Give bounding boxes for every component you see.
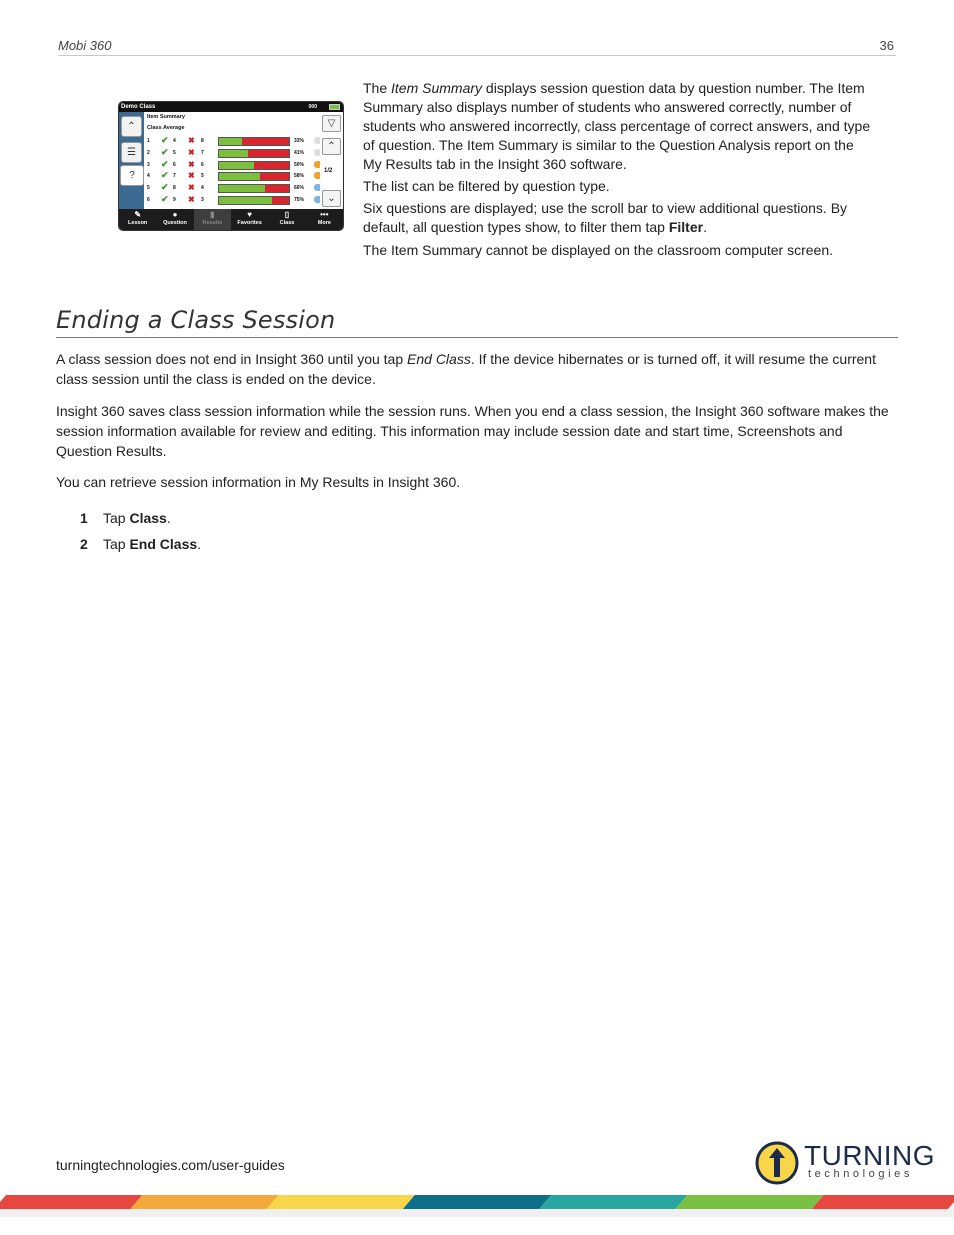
checkmark-icon: ✔ — [161, 146, 169, 157]
x-mark-icon: ✖ — [188, 195, 195, 204]
question-number: 4 — [147, 173, 150, 180]
checkmark-icon: ✔ — [161, 170, 169, 181]
correct-percentage-bar — [218, 149, 290, 158]
question-number: 5 — [147, 185, 150, 192]
page-number: 36 — [879, 38, 894, 53]
checkmark-icon: ✔ — [161, 182, 169, 193]
tab-label: More — [317, 220, 331, 226]
question-row[interactable] — [146, 171, 322, 182]
percent-value: 41% — [294, 149, 305, 156]
item-summary-label: Item Summary — [147, 114, 185, 120]
incorrect-count: 4 — [201, 185, 204, 192]
question-row[interactable] — [146, 136, 322, 147]
class-icon: ▯ — [284, 210, 290, 219]
results-icon: ▮ — [210, 210, 215, 219]
correct-fill — [219, 138, 242, 145]
checkmark-icon: ✔ — [161, 158, 169, 169]
correct-fill — [219, 197, 272, 204]
question-list-icon[interactable]: ? — [120, 165, 144, 186]
lesson-icon: ✎ — [134, 210, 142, 219]
scroll-down-icon[interactable]: ⌄ — [322, 190, 341, 207]
logo-subtitle: technologies — [808, 1168, 913, 1180]
more-icon: ••• — [320, 210, 329, 219]
battery-icon — [329, 104, 340, 110]
correct-percentage-bar — [218, 184, 290, 193]
stripe-segment — [539, 1195, 687, 1209]
question-number: 1 — [147, 138, 150, 144]
section-paragraph-1: A class session does not end in Insight 360 until you tap End Class. If the device hibernates or is turned off, it will resume the current class session until the class is ended on the device. — [56, 351, 876, 387]
question-row[interactable] — [146, 183, 322, 194]
correct-fill — [219, 162, 254, 169]
tab-label: Lesson — [128, 220, 148, 226]
incorrect-count: 8 — [201, 138, 204, 144]
status-readout: 000 — [308, 104, 317, 110]
turning-logo-icon — [755, 1140, 801, 1186]
turning-technologies-logo — [755, 1140, 935, 1186]
correct-fill — [219, 150, 248, 157]
section-paragraph-2: Insight 360 saves class session information while the session runs. When you end a class session, the Insight 360 software makes the session information available for review and editing. This information may include session date and start time, Screenshots and Question Results. — [56, 403, 889, 459]
device-scroll-controls — [320, 112, 343, 209]
device-status-bar — [119, 102, 343, 112]
footer-color-stripe — [0, 1195, 954, 1209]
device-tab-bar — [119, 209, 343, 230]
percent-value: 50% — [294, 161, 305, 168]
class-name: Demo Class — [121, 104, 156, 110]
tab-label: Question — [163, 220, 187, 226]
tab-class[interactable] — [268, 209, 305, 230]
device-sidebar — [119, 112, 144, 209]
question-row[interactable] — [146, 160, 322, 171]
correct-count: 8 — [173, 185, 176, 192]
incorrect-count: 7 — [201, 149, 204, 156]
x-mark-icon: ✖ — [188, 183, 195, 193]
correct-count: 4 — [173, 138, 176, 144]
description-paragraph-3: Six questions are displayed; use the scroll bar to view additional questions. By default, all question types show, to filter them tap Filter. — [363, 200, 848, 235]
checkmark-icon: ✔ — [161, 135, 169, 145]
page-indicator: 1/2 — [324, 168, 333, 174]
stripe-segment — [812, 1195, 954, 1209]
incorrect-count: 5 — [201, 173, 204, 180]
tab-question[interactable] — [156, 209, 193, 230]
section-paragraph-3: You can retrieve session information in My Results in Insight 360. — [56, 474, 461, 490]
description-paragraph-1: The Item Summary displays session question data by question number. The Item Summary also displays number of students who answered correctly, number of students who answered incorrectly, class percentage of correct answers, and type of question. The Item Summary is similar to the Question Analysis report on the My Results tab in the Insight 360 software. — [363, 80, 871, 172]
correct-percentage-bar — [218, 161, 290, 170]
item-summary-panel — [144, 112, 320, 209]
description-paragraph-4: The Item Summary cannot be displayed on the classroom computer screen. — [363, 242, 833, 258]
correct-fill — [219, 173, 260, 180]
x-mark-icon: ✖ — [188, 136, 195, 145]
incorrect-count: 3 — [201, 197, 204, 203]
correct-percentage-bar — [218, 196, 290, 205]
question-icon: ● — [172, 210, 178, 219]
checkmark-icon: ✔ — [161, 194, 169, 204]
tab-label: Favorites — [237, 220, 262, 226]
page-header — [58, 38, 896, 56]
percent-value: 75% — [294, 197, 305, 203]
incorrect-count: 6 — [201, 161, 204, 168]
correct-percentage-bar — [218, 137, 290, 146]
description-paragraph-2: The list can be filtered by question type. — [363, 178, 610, 194]
correct-fill — [219, 185, 265, 192]
question-row[interactable] — [146, 148, 322, 159]
tab-label: Class — [279, 220, 295, 226]
question-number: 6 — [147, 197, 150, 203]
tab-more[interactable] — [306, 209, 343, 230]
tab-favorites[interactable] — [231, 209, 268, 230]
stripe-segment — [267, 1195, 415, 1209]
percent-value: 58% — [294, 173, 305, 180]
filter-icon[interactable]: ▽ — [322, 115, 341, 132]
scroll-up-icon[interactable]: ⌃ — [322, 138, 341, 155]
x-mark-icon: ✖ — [188, 159, 195, 169]
tab-lesson[interactable] — [119, 209, 156, 230]
correct-count: 6 — [173, 161, 176, 168]
question-number: 2 — [147, 149, 150, 156]
favorites-icon: ♥ — [247, 210, 253, 219]
logo-word: TURNING — [804, 1140, 936, 1171]
stripe-segment — [0, 1195, 142, 1209]
x-mark-icon: ✖ — [188, 171, 195, 181]
correct-percentage-bar — [218, 172, 290, 181]
correct-count: 7 — [173, 173, 176, 180]
question-row[interactable] — [146, 195, 322, 206]
x-mark-icon: ✖ — [188, 147, 195, 157]
percent-value: 33% — [294, 138, 305, 144]
stripe-segment — [403, 1195, 551, 1209]
section-title: Ending a Class Session — [56, 306, 898, 338]
stripe-segment — [130, 1195, 278, 1209]
tab-label: Results — [202, 220, 223, 226]
collapse-icon[interactable]: ⌃ — [121, 116, 142, 137]
item-summary-screenshot — [118, 101, 344, 231]
class-average-label: Class Average — [147, 125, 185, 131]
footer-grey-band — [0, 1209, 954, 1217]
percent-value: 66% — [294, 185, 305, 192]
correct-count: 9 — [173, 197, 176, 203]
student-list-icon[interactable]: ☰ — [121, 142, 142, 163]
tab-results[interactable] — [194, 209, 231, 230]
correct-count: 5 — [173, 149, 176, 156]
footer-link[interactable]: turningtechnologies.com/user-guides — [56, 1157, 285, 1173]
header-title: Mobi 360 — [58, 38, 112, 53]
question-number: 3 — [147, 161, 150, 168]
stripe-segment — [675, 1195, 823, 1209]
